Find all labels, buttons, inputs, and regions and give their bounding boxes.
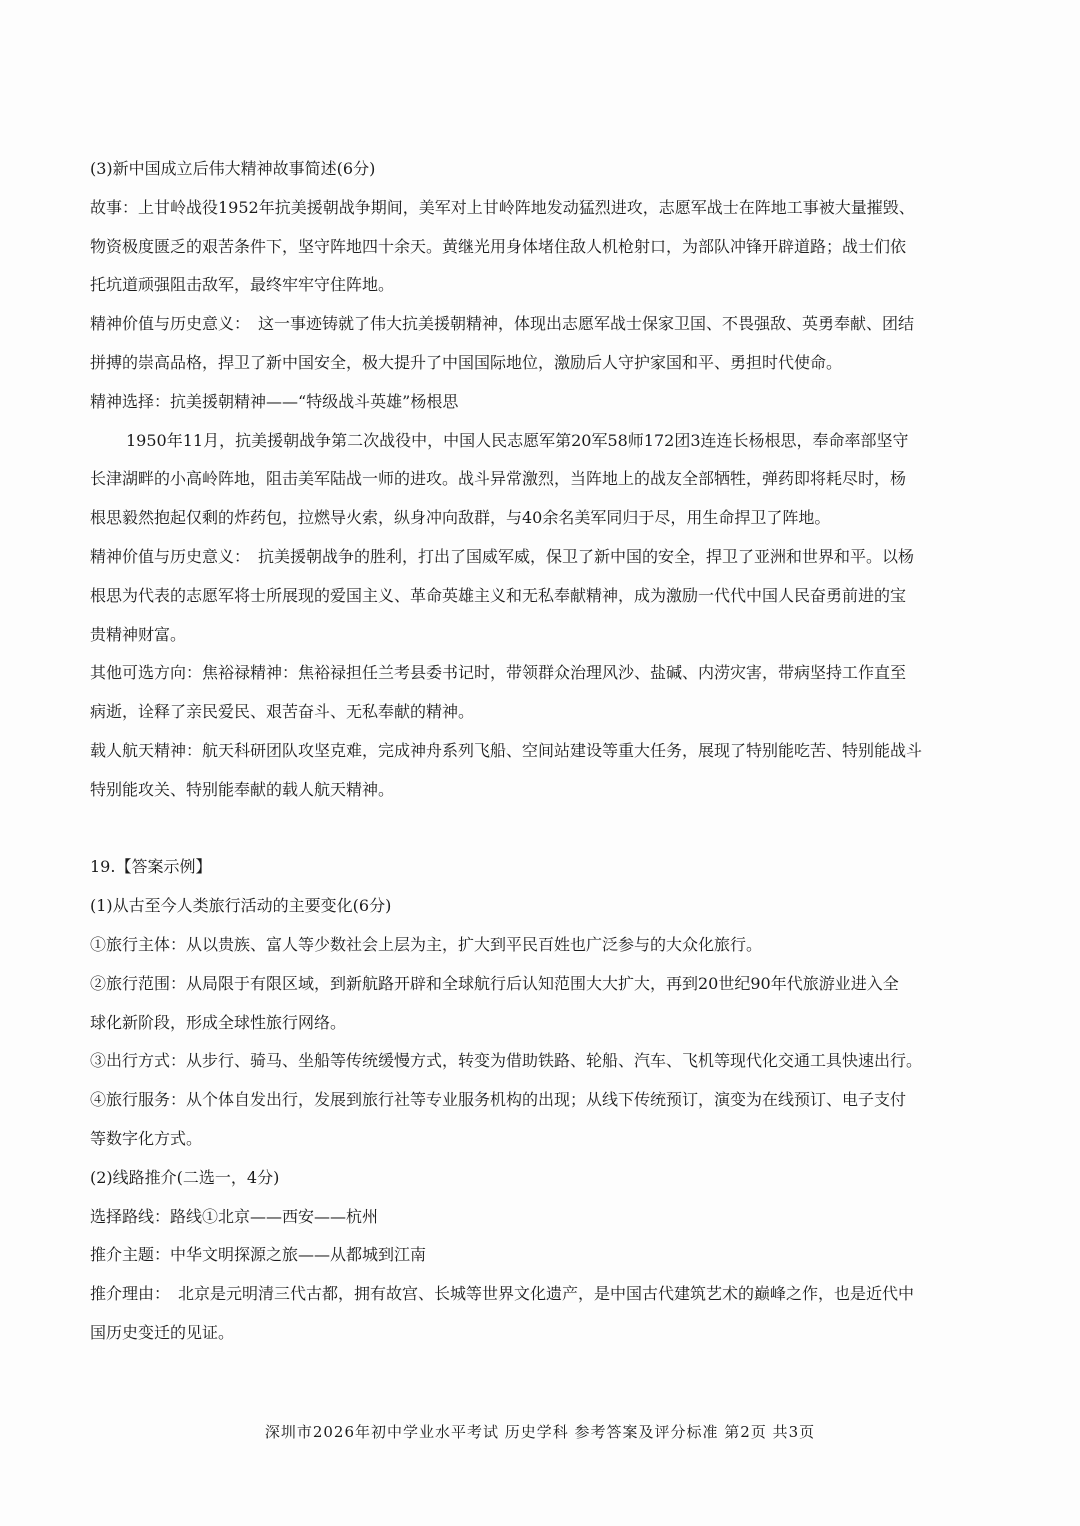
- travel-change-item: ③出行方式：从步行、骑马、坐船等传统缓慢方式，转变为借助铁路、轮船、汽车、飞机等现代化交通工具快速出行。: [90, 1051, 923, 1071]
- section-heading-3: (3)新中国成立后伟大精神故事简述(6分): [90, 159, 376, 178]
- section-gap: [90, 810, 995, 849]
- page-footer: 深圳市2026年初中学业水平考试 历史学科 参考答案及评分标准 第2页 共3页: [264, 1423, 816, 1441]
- spirit-choice-line: 精神选择：抗美援朝精神——“特级战斗英雄”杨根思: [90, 391, 459, 411]
- travel-change-item: 等数字化方式。: [90, 1128, 203, 1148]
- space-spirit-line: 载人航天精神：航天科研团队攻坚克难，完成神舟系列飞船、空间站建设等重大任务，展现了特别能吃苦、特别能战斗: [90, 740, 923, 760]
- route-choice-line: 选择路线：路线①北京——西安——杭州: [90, 1206, 379, 1226]
- route-reason-line: 推介理由： 北京是元明清三代古都，拥有故宫、长城等世界文化遗产，是中国古代建筑艺术的巅峰之作，也是近代中: [90, 1284, 915, 1304]
- yang-gensi-paragraph-line: 长津湖畔的小高岭阵地，阻击美军陆战一师的进攻。战斗异常激烈，当阵地上的战友全部牺牲，弹药即将耗尽时，杨: [90, 469, 907, 489]
- answer-content: [90, 150, 995, 1353]
- significance-paragraph-line: 精神价值与历史意义： 抗美援朝战争的胜利，打出了国威军威，保卫了新中国的安全，捍卫了亚洲和世界和平。以杨: [90, 546, 915, 566]
- subquestion-1-heading: (1)从古至今人类旅行活动的主要变化(6分): [90, 896, 392, 916]
- travel-change-item: ②旅行范围：从局限于有限区域，到新航路开辟和全球航行后认知范围大大扩大，再到20世纪90年代旅游业进入全: [90, 973, 899, 993]
- yang-gensi-paragraph-line: 1950年11月，抗美援朝战争第二次战役中，中国人民志愿军第20军58师172团3连连长杨根思，奉命率部坚守: [126, 430, 909, 450]
- significance-paragraph-line: 拼搏的崇高品格，捍卫了新中国安全，极大提升了中国国际地位，激励后人守护家国和平、勇担时代使命。: [90, 352, 843, 372]
- space-spirit-line: 特别能攻关、特别能奉献的载人航天精神。: [90, 779, 395, 799]
- significance-paragraph-line: 精神价值与历史意义： 这一事迹铸就了伟大抗美援朝精神，体现出志愿军战士保家卫国、不畏强敌、英勇奉献、团结: [90, 314, 915, 334]
- travel-change-item: ①旅行主体：从以贵族、富人等少数社会上层为主，扩大到平民百姓也广泛参与的大众化旅行。: [90, 934, 763, 954]
- story-paragraph-line: 物资极度匮乏的艰苦条件下，坚守阵地四十余天。黄继光用身体堵住敌人机枪射口，为部队冲锋开辟道路；战士们依: [90, 236, 907, 256]
- story-paragraph-line: 故事：上甘岭战役1952年抗美援朝战争期间，美军对上甘岭阵地发动猛烈进攻，志愿军战士在阵地工事被大量摧毁、: [90, 197, 915, 217]
- significance-paragraph-line: 贵精神财富。: [90, 624, 187, 644]
- travel-change-item: 球化新阶段，形成全球性旅行网络。: [90, 1012, 347, 1032]
- other-options-line: 其他可选方向：焦裕禄精神：焦裕禄担任兰考县委书记时，带领群众治理风沙、盐碱、内涝灾害，带病坚持工作直至: [90, 663, 907, 683]
- travel-change-item: ④旅行服务：从个体自发出行，发展到旅行社等专业服务机构的出现；从线下传统预订，演变为在线预订、电子支付: [90, 1090, 907, 1110]
- route-theme-line: 推介主题：中华文明探源之旅——从都城到江南: [90, 1245, 427, 1265]
- significance-paragraph-line: 根思为代表的志愿军将士所展现的爱国主义、革命英雄主义和无私奉献精神，成为激励一代代中国人民奋勇前进的宝: [90, 585, 907, 605]
- other-options-line: 病逝，诠释了亲民爱民、艰苦奋斗、无私奉献的精神。: [90, 702, 475, 722]
- route-reason-line: 国历史变迁的见证。: [90, 1322, 235, 1342]
- yang-gensi-paragraph-line: 根思毅然抱起仅剩的炸药包，拉燃导火索，纵身冲向敌群，与40余名美军同归于尽，用生命捍卫了阵地。: [90, 508, 831, 528]
- subquestion-2-heading: (2)线路推介(二选一，4分): [90, 1167, 280, 1187]
- story-paragraph-line: 托坑道顽强阻击敌军，最终牢牢守住阵地。: [90, 275, 395, 295]
- question-19-heading: 19.【答案示例】: [90, 857, 212, 877]
